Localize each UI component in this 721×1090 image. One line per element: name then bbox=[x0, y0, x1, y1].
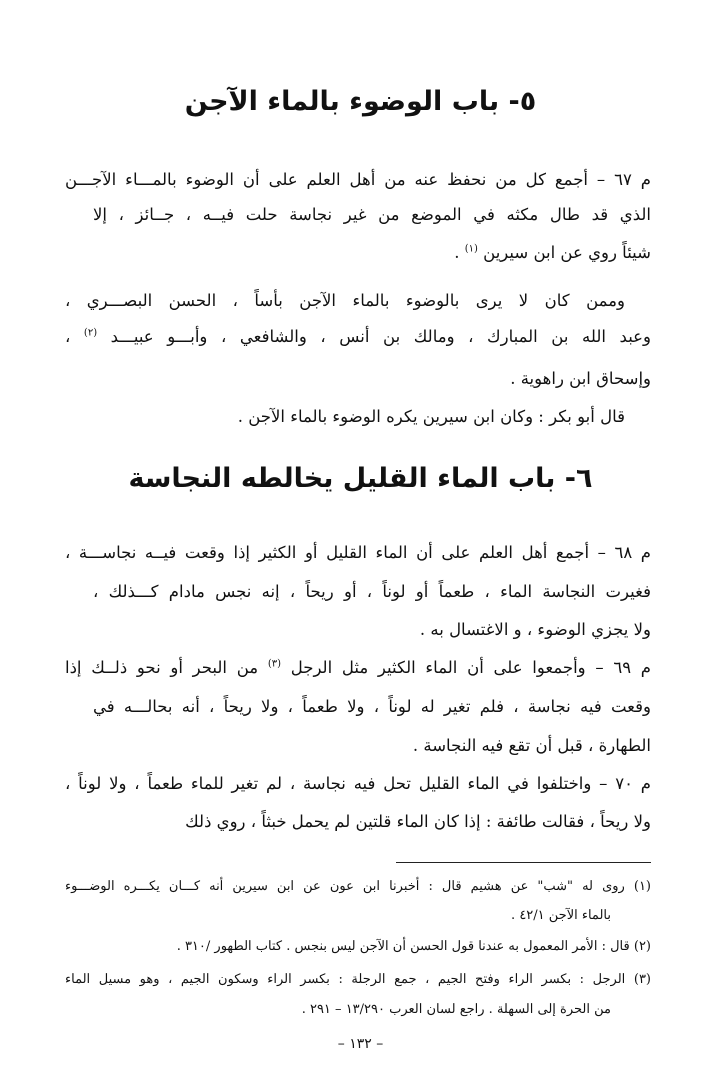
text-line: وإسحاق ابن راهوية . bbox=[510, 369, 651, 388]
text-span: ، bbox=[65, 327, 71, 346]
text-span: وعبد الله بن المبارك ، ومالك بن أنس ، والشافعي ، وأبـــو عبيـــد bbox=[110, 327, 651, 346]
text-line: الطهارة ، قبل أن تقع فيه النجاسة . bbox=[412, 736, 651, 755]
text-line: وممن كان لا يرى بالوضوء بالماء الآجن بأساً ، الحسن البصـــري ، bbox=[65, 291, 625, 310]
footnote-ref-3[interactable]: (٣) bbox=[267, 658, 282, 670]
text-line: ولا يجزي الوضوء ، و الاغتسال به . bbox=[419, 620, 651, 639]
footnote-divider bbox=[396, 862, 651, 863]
text-line bbox=[93, 241, 651, 265]
text-line: م ٧٠ – واختلفوا في الماء القليل تحل فيه نجاسة ، لم تغير للماء طعماً ، ولا لوناً ، bbox=[65, 774, 651, 793]
footnote-ref-1[interactable]: (١) bbox=[464, 243, 478, 255]
text-span: شيئاً روي عن ابن سيرين bbox=[483, 243, 651, 262]
page-number: – ١٣٢ – bbox=[337, 1036, 384, 1052]
chapter-heading-5: ٥- باب الوضوء بالماء الآجن bbox=[184, 86, 537, 117]
footnote-3-cont: من الحرة إلى السهلة . راجع لسان العرب ١٣/٢٩٠ – ٢٩١ . bbox=[301, 1002, 611, 1017]
text-line: م ٦٧ – أجمع كل من نحفظ عنه من أهل العلم على أن الوضوء بالمـــاء الآجـــن bbox=[65, 170, 651, 189]
footnote-3: (٣) الرجل : بكسر الراء وفتح الجيم ، جمع الرجلة : بكسر الراء وسكون الجيم ، وهو مسيل الماء bbox=[65, 972, 651, 987]
text-line bbox=[65, 325, 651, 349]
text-line: قال أبو بكر : وكان ابن سيرين يكره الوضوء بالماء الآجن . bbox=[237, 407, 625, 426]
text-span: من البحر أو نحو ذلــك إذا bbox=[65, 658, 268, 677]
text-line: الذي قد طال مكثه في الموضع من غير نجاسة حلت فيــه ، جــائز ، إلا bbox=[93, 205, 651, 224]
text-line: وقعت فيه نجاسة ، فلم تغير له لوناً ، ولا طعماً ، ولا ريحاً ، أنه بحالـــه في bbox=[93, 697, 651, 716]
footnote-2: (٢) قال : الأمر المعمول به عندنا قول الحسن أن الآجن ليس بنجس . كتاب الطهور /٣١٠ . bbox=[176, 939, 651, 954]
text-span: م ٦٩ – وأجمعوا على أن الماء الكثير مثل الرجل bbox=[290, 658, 651, 677]
text-line: فغيرت النجاسة الماء ، طعماً أو لوناً ، أو ريحاً ، إنه نجس مادام كـــذلك ، bbox=[93, 582, 651, 601]
text-line: ولا ريحاً ، فقالت طائفة : إذا كان الماء قلتين لم يحمل خبثاً ، روي ذلك bbox=[185, 812, 651, 831]
chapter-heading-6: ٦- باب الماء القليل يخالطه النجاسة bbox=[128, 463, 593, 494]
text-span: . bbox=[454, 243, 465, 262]
text-line: م ٦٨ – أجمع أهل العلم على أن الماء القليل أو الكثير إذا وقعت فيــه نجاســـة ، bbox=[65, 543, 651, 562]
footnote-1: (١) روى له "شب" عن هشيم قال : أخبرنا ابن عون عن ابن سيرين أنه كـــان يكـــره الوضـــوء bbox=[65, 879, 651, 894]
footnote-ref-2[interactable]: (٢) bbox=[83, 327, 98, 339]
text-line bbox=[65, 656, 651, 680]
footnote-1-cont: بالماء الآجن ٤٢/١ . bbox=[511, 908, 611, 923]
